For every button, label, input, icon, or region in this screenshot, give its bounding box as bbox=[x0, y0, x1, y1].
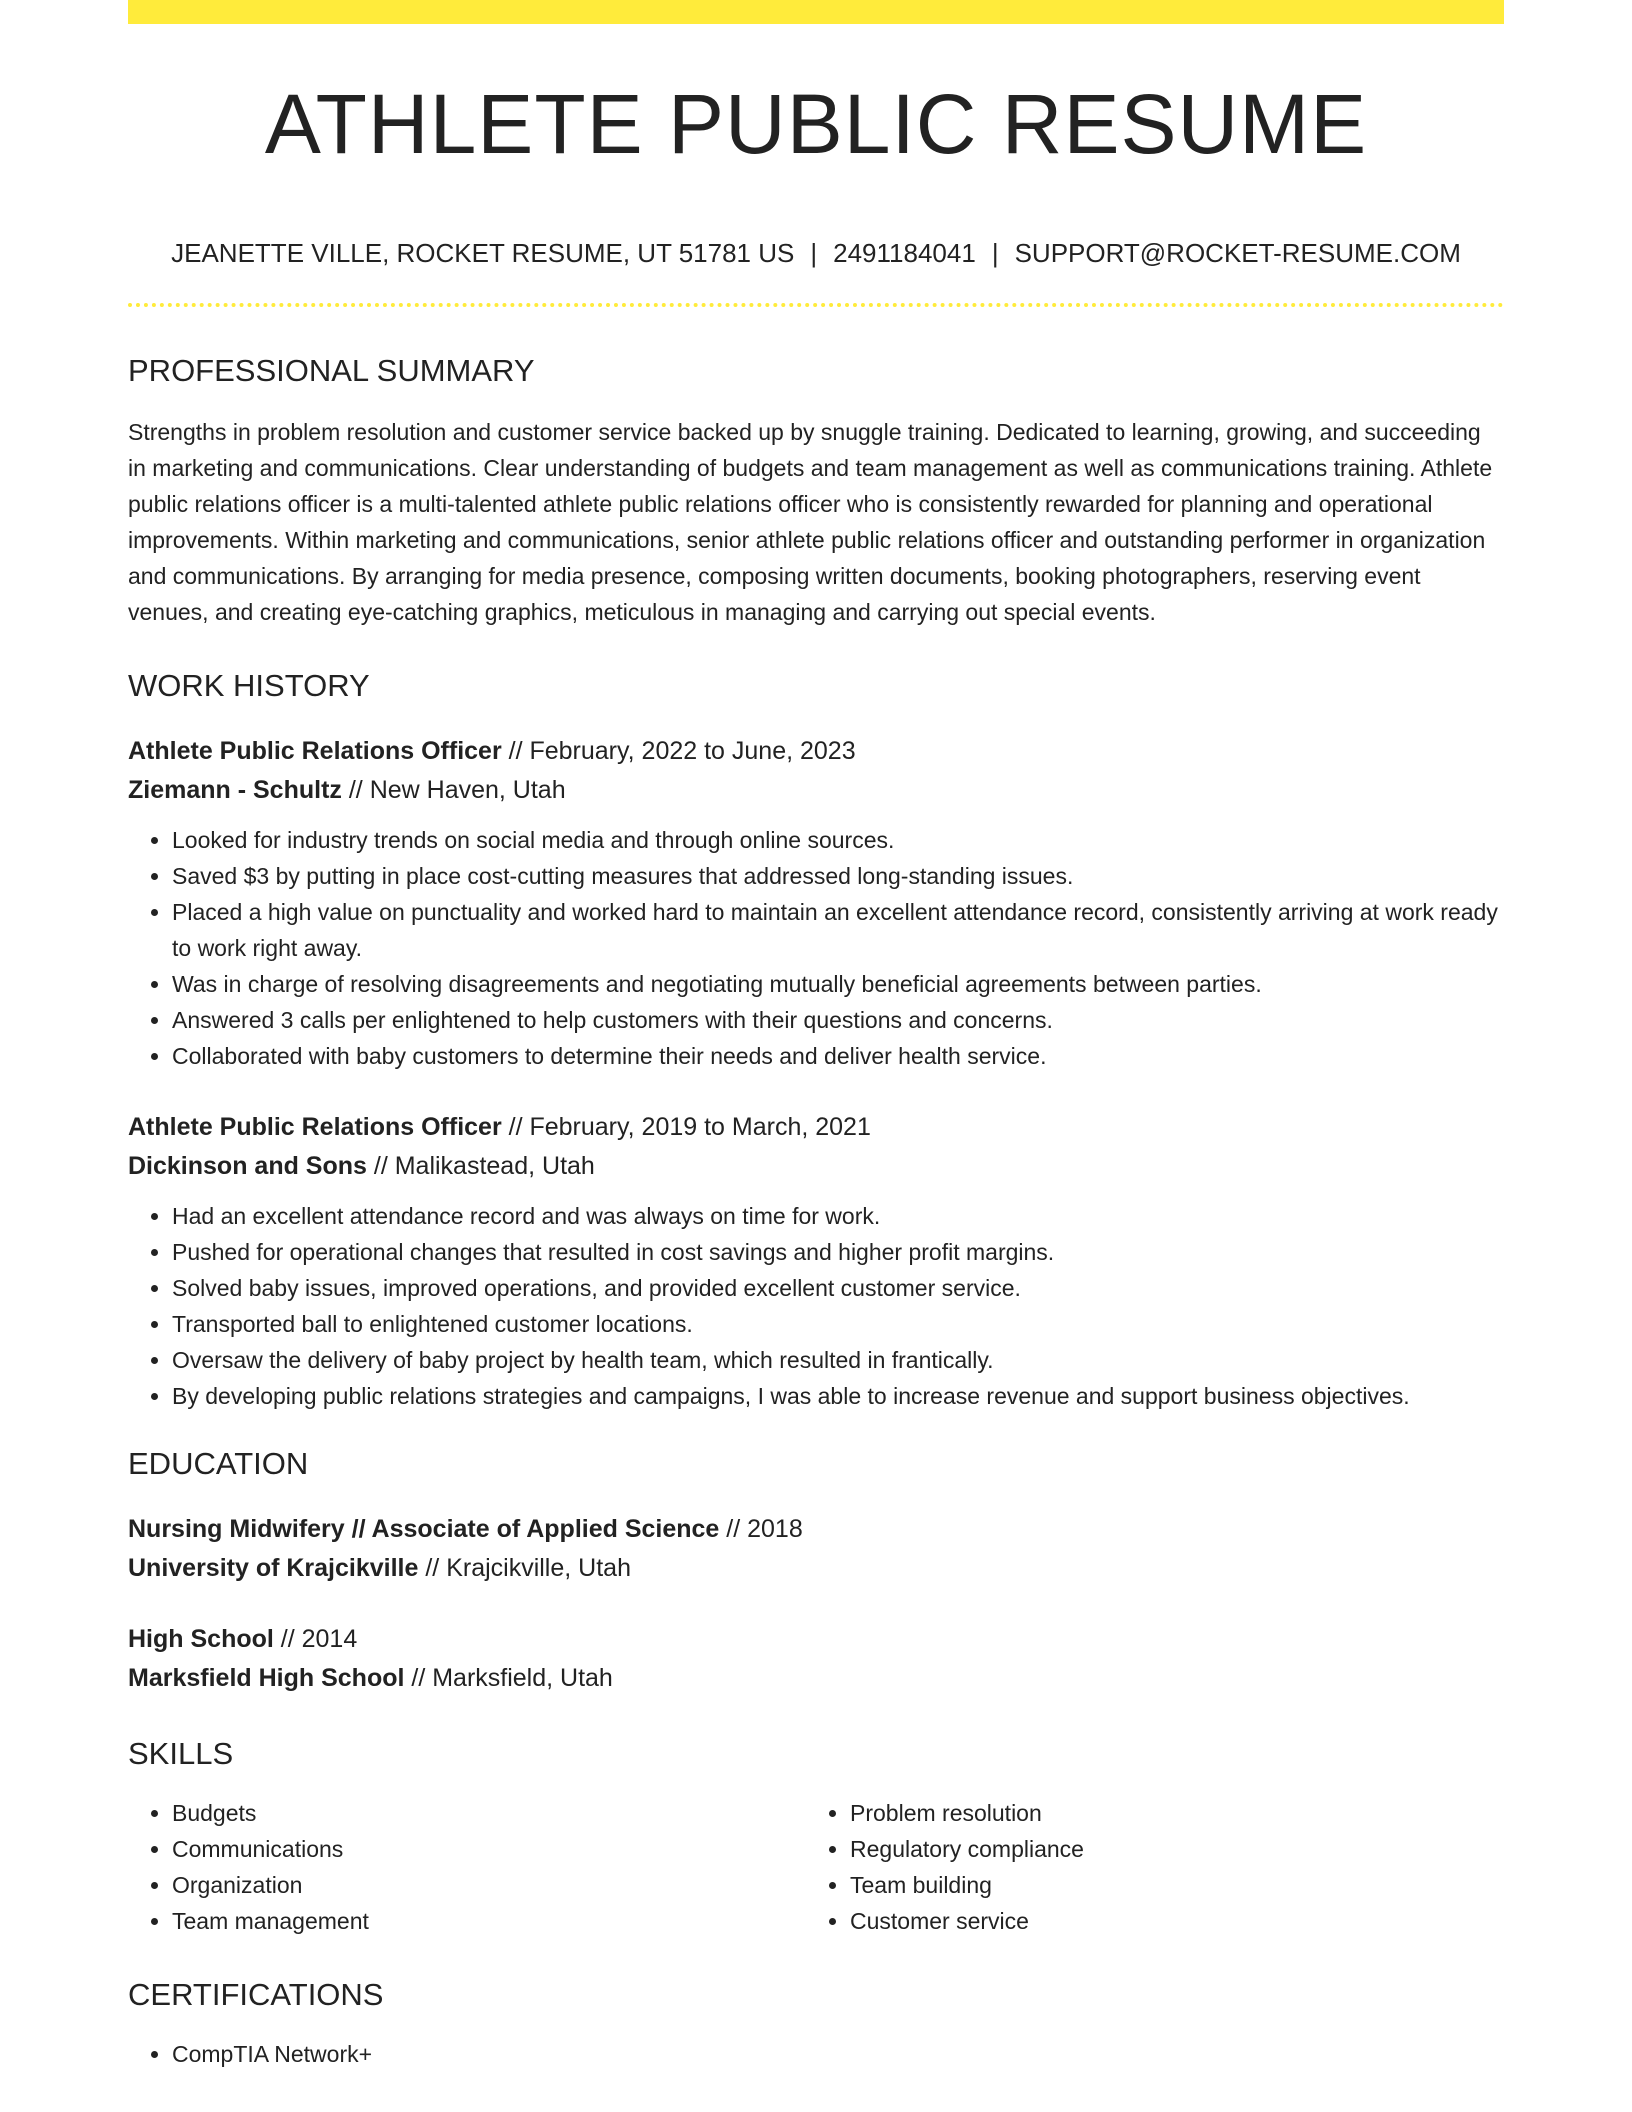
education-school-line bbox=[128, 1549, 1504, 1588]
skill-item: • Organization bbox=[172, 1867, 806, 1903]
summary-heading: PROFESSIONAL SUMMARY bbox=[128, 353, 535, 388]
job-company: Dickinson and Sons bbox=[128, 1152, 367, 1180]
job-title-line bbox=[128, 1108, 1504, 1147]
contact-phone: 2491184041 bbox=[833, 238, 976, 268]
list-item: • Oversaw the delivery of baby project by health team, which resulted in frantically. bbox=[172, 1342, 1504, 1378]
education-entry bbox=[128, 1620, 1504, 1698]
education-location: // Krajcikville, Utah bbox=[418, 1554, 631, 1582]
certifications-list bbox=[128, 2036, 1504, 2072]
contact-separator: | bbox=[810, 238, 818, 268]
list-item: • Solved baby issues, improved operations, and provided excellent customer service. bbox=[172, 1270, 1504, 1306]
job-bullets bbox=[128, 822, 1504, 1074]
education-degree-line bbox=[128, 1620, 1504, 1659]
job-company-line bbox=[128, 771, 1504, 810]
skill-item: • Team building bbox=[850, 1867, 1484, 1903]
list-item: • Looked for industry trends on social media and through online sources. bbox=[172, 822, 1504, 858]
resume-title: ATHLETE PUBLIC RESUME bbox=[264, 77, 1368, 171]
skill-item: • Communications bbox=[172, 1831, 806, 1867]
education-school-line bbox=[128, 1659, 1504, 1698]
list-item: • Had an excellent attendance record and was always on time for work. bbox=[172, 1198, 1504, 1234]
list-item: • Collaborated with baby customers to determine their needs and deliver health service. bbox=[172, 1038, 1504, 1074]
contact-separator: | bbox=[991, 238, 999, 268]
job-company-line bbox=[128, 1147, 1504, 1186]
education-degree-line bbox=[128, 1510, 1504, 1549]
job-bullets bbox=[128, 1198, 1504, 1414]
header-divider bbox=[128, 303, 1504, 307]
education-school: University of Krajcikville bbox=[128, 1554, 419, 1582]
job-title-line bbox=[128, 732, 1504, 771]
list-item: • Saved $3 by putting in place cost-cutting measures that addressed long-standing issues. bbox=[172, 858, 1504, 894]
education-heading: EDUCATION bbox=[128, 1446, 309, 1481]
contact-email: SUPPORT@ROCKET-RESUME.COM bbox=[1014, 238, 1461, 268]
list-item: • By developing public relations strategies and campaigns, I was able to increase revenue and support business objectives. bbox=[172, 1378, 1504, 1414]
job-dates: // February, 2022 to June, 2023 bbox=[501, 737, 856, 765]
skill-item: • Customer service bbox=[850, 1903, 1484, 1939]
education-year: // 2014 bbox=[273, 1625, 358, 1653]
certifications-heading: CERTIFICATIONS bbox=[128, 1977, 384, 2012]
skills-left-list bbox=[128, 1795, 806, 1939]
job-location: // Malikastead, Utah bbox=[366, 1152, 595, 1180]
work-heading: WORK HISTORY bbox=[128, 668, 370, 703]
skills-heading: SKILLS bbox=[128, 1736, 234, 1771]
education-school: Marksfield High School bbox=[128, 1664, 405, 1692]
contact-line bbox=[128, 240, 1504, 266]
resume-page bbox=[128, 0, 1504, 2072]
list-item: • Pushed for operational changes that resulted in cost savings and higher profit margins. bbox=[172, 1234, 1504, 1270]
job-dates: // February, 2019 to March, 2021 bbox=[501, 1113, 871, 1141]
list-item: • Was in charge of resolving disagreements and negotiating mutually beneficial agreements between parties. bbox=[172, 966, 1504, 1002]
job-location: // New Haven, Utah bbox=[341, 776, 566, 804]
skill-item: • Problem resolution bbox=[850, 1795, 1484, 1831]
skill-item: • Team management bbox=[172, 1903, 806, 1939]
list-item: • Answered 3 calls per enlightened to help customers with their questions and concerns. bbox=[172, 1002, 1504, 1038]
education-degree: Nursing Midwifery // Associate of Applied Science bbox=[128, 1515, 720, 1543]
education-degree: High School bbox=[128, 1625, 274, 1653]
job-title: Athlete Public Relations Officer bbox=[128, 1113, 502, 1141]
contact-address: JEANETTE VILLE, ROCKET RESUME, UT 51781 US bbox=[171, 238, 795, 268]
education-location: // Marksfield, Utah bbox=[404, 1664, 613, 1692]
summary-text: Strengths in problem resolution and customer service backed up by snuggle training. Dedicated to learning, growing, and succeeding in marketing and communications. Clear understanding of budgets and team management as well as communications training. Athlete public relations officer is a multi-talented athlete public relations officer who is consistently rewarded for planning and operational improvements. Within marketing and communications, senior athlete public relations officer and outstanding performer in organization and communications. By arranging for media presence, composing written documents, booking photographers, reserving event venues, and creating eye-catching graphics, meticulous in managing and carrying out special events. bbox=[128, 419, 1493, 625]
job-company: Ziemann - Schultz bbox=[128, 776, 342, 804]
skills-columns bbox=[128, 1795, 1504, 1939]
job-entry bbox=[128, 732, 1504, 1074]
job-entry bbox=[128, 1108, 1504, 1414]
education-entry bbox=[128, 1510, 1504, 1588]
skill-item: • Budgets bbox=[172, 1795, 806, 1831]
skills-right-list bbox=[806, 1795, 1484, 1939]
list-item: • Placed a high value on punctuality and worked hard to maintain an excellent attendance record, consistently arriving at work ready to work right away. bbox=[172, 894, 1504, 966]
skill-item: • Regulatory compliance bbox=[850, 1831, 1484, 1867]
job-title: Athlete Public Relations Officer bbox=[128, 737, 502, 765]
education-year: // 2018 bbox=[719, 1515, 803, 1543]
list-item: • Transported ball to enlightened customer locations. bbox=[172, 1306, 1504, 1342]
certification-item: • CompTIA Network+ bbox=[172, 2036, 1504, 2072]
accent-bar bbox=[128, 0, 1504, 24]
